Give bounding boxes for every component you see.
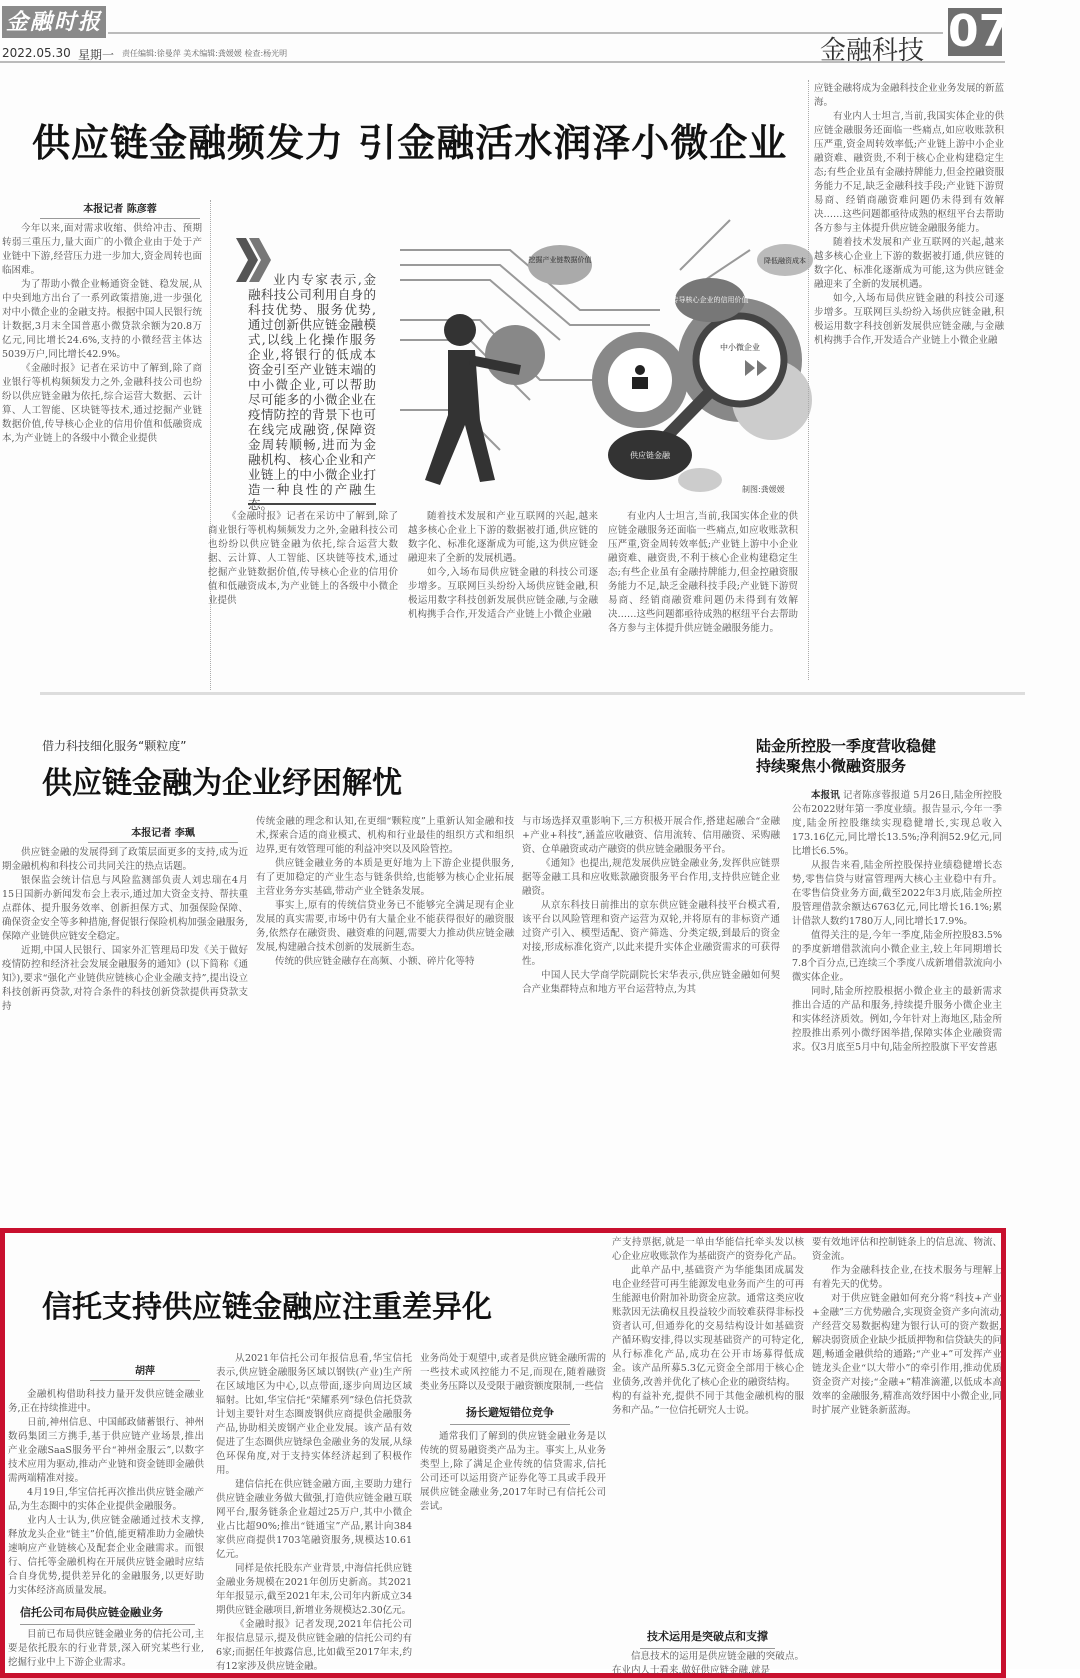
article4-col5 [812, 1236, 1002, 1664]
article4-col2 [216, 1352, 412, 1672]
article4-col3-top [420, 1352, 606, 1398]
article1-col3 [408, 510, 598, 660]
issue-weekday: 星期一 [78, 48, 115, 62]
issue-date: 2022.05.30 [2, 46, 71, 60]
paragraph: 近期,中国人民银行、国家外汇管理局印发《关于做好疫情防控和经济社会发展金融服务的通知》(以下简称《通知》),要求“强化产业链供应链核心企业金融支持”,提出设立科技创新再贷款,对符合条件的科技创新贷款提供再贷款支持 [2, 945, 248, 1012]
paragraph: 日前,神州信息、中国邮政储蓄银行、神州数码集团三方携手,基于供应链产业场景,推出产业金融SaaS服务平台“神州金服云”,以数字技术应用为驱动,推动产业链和资金链即金融供需两端精准对接。 [8, 1417, 204, 1484]
article4-byline: 胡萍 [90, 1362, 200, 1381]
paragraph: 业务尚处于观望中,或者是供应链金融所需的一些技术或风控能力不足,而现在,随着融资类业务压降以及受限于融资额度限制,一些信 [420, 1353, 606, 1392]
article2-col2 [256, 815, 514, 1201]
editors-credit: 责任编辑:徐曼萍 美术编辑:龚媛媛 检查:杨光明 [122, 49, 288, 58]
article1-col1 [2, 222, 202, 692]
paragraph: 通常我们了解到的供应链金融业务是以传统的贸易融资类产品为主。事实上,从业务类型上,除了满足企业传统的信贷需求,信托公司还可以运用资产证券化等工具或手段开展供应链金融业务,2017年时已有信托公司尝试。 [420, 1431, 606, 1512]
illustration-label: 挖掘产业链数据价值 [528, 256, 592, 264]
article2-byline: 本报记者 李珮 [88, 824, 238, 843]
paragraph: 应链金融将成为金融科技企业业务发展的新蓝海。 [814, 83, 1005, 108]
paragraph: 此单产品中,基础资产为华能集团成属发电企业经营可再生能源发电业务而产生的可再生能源电价附加补助资金应款。通常这类应收账款因无法确权且投益较少而较难获得非标投资者认可,但通券化的交易结构设计如基础资产循环购安排,得以实现基础资产的可特定化,从行标准化产品,成功在公开市场募得低成金。该产品所募5.3亿元资金全部用于核心企业债务,改善并优化了核心企业的融资结构。 [612, 1265, 804, 1388]
paragraph: 今年以来,面对需求收缩、供给冲击、预期转弱三重压力,量大面广的小微企业由于处于产业链中下游,经营压力进一步加大,资金周转也面临困难。 [2, 223, 202, 276]
paragraph: 为了帮助小微企业畅通资金链、稳发展,从中央到地方出台了一系列政策措施,进一步强化对中小微企业的金融支持。根据中国人民银行统计数据,3月末全国普惠小微贷款余额为20.8万亿元,同比增长24.6%,支持的小微经营主体达5039万户,同比增长42.9%。 [2, 279, 202, 360]
paragraph: 如今,入场布局供应链金融的科技公司逐步增多。互联网巨头纷纷入场供应链金融,积极运用数字科技创新发展供应链金融,与金融机构携手合作,开发适合产业链上小微企业融 [814, 293, 1004, 346]
illustration-label: 供应链金融 [630, 451, 670, 460]
article2-col1 [2, 846, 248, 1201]
article1-byline: 本报记者 陈彦蓉 [40, 200, 200, 219]
paragraph: 记者陈彦蓉报道 5月26日,陆金所控股公布2022财年第一季度业绩。报告显示,今年一季度,陆金所控股继续实现稳健增长,实现总收入173.16亿元,同比增长13.5%;净利润52.9亿元,同比增长6.5%。 [792, 790, 1002, 857]
paragraph: 目前已布局供应链金融业务的信托公司,主要是依托股东的行业背景,深入研究某些行业,挖掘行业中上下游企业需求。 [8, 1629, 204, 1668]
column-divider [808, 80, 809, 680]
paragraph: 《通知》也提出,规范发展供应链金融业务,发挥供应链票据等金融工具和应收账款融资服务平台作用,支持供应链企业融资。 [522, 858, 780, 897]
paragraph: 随着技术发展和产业互联网的兴起,越来越多核心企业上下游的数据被打通,供应链的数字化、标准化逐渐成为可能,这为供应链金融迎来了全新的发展机遇。 [814, 237, 1004, 290]
illustration-label: 传导核心企业的信用价值 [671, 296, 749, 304]
article2-headline: 供应链金融为企业纾困解忧 [42, 766, 402, 801]
article1-right-col [814, 82, 1004, 682]
paragraph: 同样是依托股东产业背景,中海信托供应链金融业务规模在2021年创历史新高。其2021年年报显示,截至2021年末,公司年内新成立34期供应链金融项目,新增业务规模达2.30亿元。 [216, 1563, 412, 1616]
paragraph: 金融机构借助科技力量开发供应链金融业务,正在持续推进中。 [8, 1389, 204, 1414]
illustration-credit: 制图:龚媛媛 [742, 485, 785, 494]
article4-subhead-2: 扬长避短错位竞争 [450, 1404, 570, 1425]
paragraph: 有业内人士坦言,当前,我国实体企业的供应链金融服务还面临一些痛点,如应收账款积压严重,资金周转效率低;产业链上游中小企业融资难、融资贵,不利于核心企业构建稳定生态;有些企业虽有金融持牌能力,但金控融资服务能力不足,缺乏金融科技手段;产业链下游贸易商、经销商融资难问题仍未得到有效解决……这些问题都亟待成熟的枢纽平台去帮助各方参与主体提升供应链金融服务能力。 [814, 111, 1005, 234]
lead-label: 本报讯 [811, 790, 840, 801]
paragraph: 有业内人士坦言,当前,我国实体企业的供应链金融服务还面临一些痛点,如应收账款积压严重,资金周转效率低;产业链上游中小企业融资难、融资贵,不利于核心企业构建稳定生态;有些企业虽有金融持牌能力,但金控融资服务能力不足,缺乏金融科技手段;产业链下游贸易商、经销商融资难问题仍未得到有效解决……这些问题都亟待成熟的枢纽平台去帮助各方参与主体提升供应链金融服务能力。 [608, 511, 799, 634]
paragraph: 传统的供应链金融存在高频、小额、碎片化等特 [275, 956, 475, 967]
paragraph: 《金融时报》记者在采访中了解到,除了商业银行等机构频频发力之外,金融科技公司也纷纷以供应链金融为依托,综合运营大数据、云计算、人工智能、区块链等技术,通过挖掘产业链数据价值,传导核心企业的信用价值和低融资成本,为产业链上的各级中小微企业提供 [208, 511, 398, 606]
article1-headline: 供应链金融频发力 引金融活水润泽小微企业 [32, 120, 788, 165]
supply-chain-illustration [400, 210, 806, 490]
article4-col1b [8, 1628, 204, 1668]
paragraph: 传统金融的理念和认知,在更细“颗粒度”上重新认知金融和技术,探索合适的商业模式、机构和行业最佳的组织方式和组织边界,更有效管理可能的利益冲突以及风险管控。 [256, 816, 514, 855]
illustration-label: 降低融资成本 [764, 257, 806, 265]
article3-headline [756, 736, 936, 776]
paragraph: 银保监会统计信息与风险监测部负责人刘忠瑞在4月15日国新办新闻发布会上表示,通过加大资金支持、帮扶重点群体、提升服务效率、创新担保方式、加强保险保障、确保资金安全等多种措施,督促银行保险机构加强金融服务,保障产业链供应链安全稳定。 [2, 875, 248, 942]
article1-col4 [608, 510, 798, 660]
article2-kicker: 借力科技细化服务“颗粒度” [42, 739, 187, 753]
paragraph: 建信信托在供应链金融方面,主要助力建行供应链金融业务做大做强,打造供应链金融互联网平台,服务链条企业超过25万户,其中小微企业占比超90%;推出“链通宝”产品,累计向384家供应商提供1703笔融资服务,规模达10.61亿元。 [216, 1479, 412, 1560]
article3-body [792, 789, 1002, 1199]
article2-col3 [522, 815, 780, 1201]
paragraph: 作为金融科技企业,在技术服务与理解上有着先天的优势。 [812, 1265, 1002, 1290]
pullquote-rule [248, 503, 376, 505]
article4-col4b [612, 1650, 804, 1676]
newspaper-logo: 金融时报 [2, 6, 106, 38]
paragraph: 业内人士认为,供应链金融通过技术支撑,释放龙头企业“链主”价值,能更精准助力金融快速响应产业链核心及配套企业金融需求。而银行、信托等金融机构在开展供应链金融时应结合自身优势,提供差异化的金融服务,以更好助力实体经济高质量发展。 [8, 1515, 204, 1596]
article4-subhead-3: 技术运用是突破点和支撑 [640, 1628, 775, 1649]
paragraph: 产支持票据,就是一单由华能信托牵头发以核心企业应收账款作为基础资产的资券化产品。 [612, 1237, 804, 1262]
article4-col1 [8, 1388, 204, 1594]
paragraph: 从京东科技日前推出的京东供应链金融科技平台模式看,该平台以风险管理和资产运营为双轮,并将原有的非标资产通过资产引入、模型适配、资产筛选、分类定级,到最后的资金对接,形成标准化资产,以此来提升实体企业融资需求的可获得性。 [522, 900, 780, 967]
illustration-label: 中小微企业 [720, 343, 760, 352]
headline-line: 陆金所控股一季度营收稳健 [756, 737, 937, 755]
paragraph: 要有效地评估和控制链条上的信息流、物流、资金流。 [812, 1237, 1003, 1262]
section-divider [40, 692, 1025, 695]
article1-col2 [208, 510, 398, 660]
headline-line: 持续聚焦小微融资服务 [756, 757, 907, 775]
article1-pullquote [248, 272, 376, 512]
paragraph: 4月19日,华宝信托再次推出供应链金融产品,为生态圈中的实体企业提供金融服务。 [8, 1487, 204, 1512]
paragraph: 对于供应链金融如何充分将“科技+产业+金融”三方优势融合,实现资金资产多向流动,产经营交易数据构建为银行认可的资产数据,解决弱资质企业缺少抵质押物和信贷缺失的问题,畅通金融供给的通路;“产业+”可发挥产业链龙头企业“以大带小”的牵引作用,推动优质资金资产对接;“金融+”精准滴灌,以低成本高效率的金融服务,精准高效纾困中小微企业,同时扩展产业链条新蓝海。 [812, 1293, 1003, 1416]
paragraph: 构的有益补充,提供不同于其他金融机构的服务和产品。”一位信托研究人士说。 [612, 1391, 804, 1416]
paragraph: 中国人民大学商学院副院长宋华表示,供应链金融如何契合产业集群特点和地方平台运营特点,为其 [522, 970, 780, 995]
paragraph: 如今,入场布局供应链金融的科技公司逐步增多。互联网巨头纷纷入场供应链金融,积极运用数字科技创新发展供应链金融,与金融机构携手合作,开发适合产业链上小微企业融 [408, 567, 598, 620]
article4-col4 [612, 1236, 804, 1600]
paragraph: 《金融时报》记者发现,2021年信托公司年报信息显示,提及供应链金融的信托公司约有6家;而据任年披露信息,比如截至2017年末,约有12家涉及供应链金融。 [216, 1619, 412, 1672]
paragraph: 从报告来看,陆金所控股保持业绩稳健增长态势,零售信贷与财富管理两大核心主业稳中有升。在零售信贷业务方面,截至2022年3月底,陆金所控股管理借款余额达6763亿元,同比增长16.1%;累计借款人数约1780万人,同比增长17.9%。 [792, 860, 1002, 927]
paragraph: 事实上,原有的传统信贷业务已不能够完全满足现有企业发展的真实需要,市场中仍有大量企业不能获得很好的融资服务,依然存在融资贵、融资难的问题,需要大力推动供应链金融发展,构建融合技术创新的发展新生态。 [256, 900, 514, 953]
paragraph: 《金融时报》记者在采访中了解到,除了商业银行等机构频频发力之外,金融科技公司也纷纷以供应链金融为依托,综合运营大数据、云计算、人工智能、区块链等技术,通过挖掘产业链数据价值,传导核心企业的信用价值和低融资成本,为产业链上的各级中小微企业提供 [2, 363, 202, 444]
paragraph: 供应链金融业务的本质是更好地为上下游企业提供服务,有了更加稳定的产业生态与链条供给,也能够为核心企业拓展主营业务夯实基础,带动产业全链条发展。 [256, 858, 514, 897]
pullquote-text: 业内专家表示,金融科技公司利用自身的科技优势、服务优势,通过创新供应链金融模式,以线上化操作服务企业,将银行的低成本资金引至产业链末端的中小微企业,可以帮助尽可能多的小微企业在疫情防控的背景下也可在线完成融资,保障资金周转顺畅,进而为金融机构、核心企业和产业链上的中小微企业打造一种良性的产融生 [248, 272, 376, 497]
article4-headline: 信托支持供应链金融应注重差异化 [42, 1290, 492, 1325]
paragraph: 从2021年信托公司年报信息看,华宝信托表示,供应链金融服务区域以钢铁(产业)生产所在区域地区为中心,以点带面,逐步向周边区域辐射。比如,华宝信托“荣耀系列”绿色信托贷款计划主要针对生态圈废钢供应商提供金融服务产品,协助相关废钢产业企业发展。该产品有效促进了生态圈供应链绿色金融业务的发展,从绿色环保角度,对于支持实体经济起到了积极作用。 [216, 1353, 412, 1476]
article4-col3 [420, 1430, 606, 1664]
masthead-rule [108, 32, 943, 34]
paragraph: 信息技术的运用是供应链金融的突破点。在业内人士看来,做好供应链金融,就是 [612, 1651, 804, 1676]
section-title: 金融科技 [820, 36, 925, 66]
page-number: 07 [948, 6, 1010, 57]
paragraph: 同时,陆金所控股根据小微企业主的最新需求推出合适的产品和服务,持续提升服务小微企业主和实体经济质效。例如,今年针对上海地区,陆金所控股推出系列小微纾困举措,保障实体企业融资需求。仅3月底至5月中旬,陆金所控股旗下平安普惠 [792, 986, 1002, 1053]
paragraph: 值得关注的是,今年一季度,陆金所控股83.5%的季度新增借款流向小微企业主,较上年同期增长7.8个百分点,已连续三个季度八成新增借款流向小微实体企业。 [792, 930, 1002, 983]
article4-subhead-1: 信托公司布局供应链金融业务 [20, 1604, 195, 1625]
paragraph: 与市场选择双重影响下,三方积极开展合作,搭建起融合“金融+产业+科技”,涵盖应收融资、信用流转、信用融资、采购融资、仓单融资或动产融资的供应链金融服务平台。 [522, 816, 780, 855]
paragraph: 随着技术发展和产业互联网的兴起,越来越多核心企业上下游的数据被打通,供应链的数字化、标准化逐渐成为可能,这为供应链金融迎来了全新的发展机遇。 [408, 511, 598, 564]
paragraph: 供应链金融的发展得到了政策层面更多的支持,成为近期金融机构和科技公司共同关注的热点话题。 [2, 847, 248, 872]
